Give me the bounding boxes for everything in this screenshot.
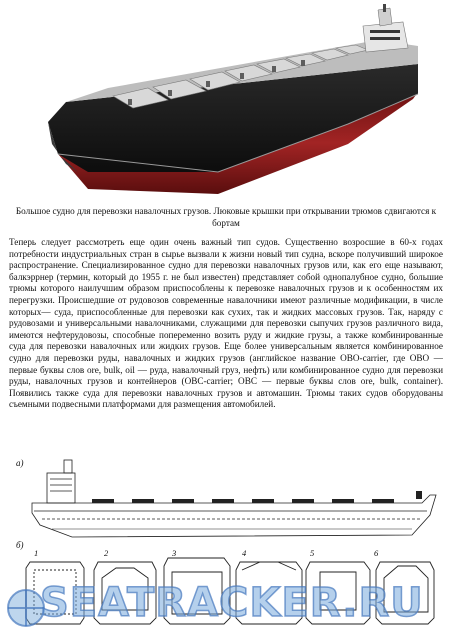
section-number-6: 6 (374, 548, 379, 558)
watermark-text: SEATRACKER.RU (40, 580, 424, 626)
section-number-5: 5 (310, 548, 315, 558)
section-number-2: 2 (104, 548, 109, 558)
section-number-1: 1 (34, 548, 39, 558)
bulk-carrier-photo (18, 4, 434, 204)
ship-profile-drawing (12, 455, 442, 545)
figure-label-a: а) (16, 458, 24, 468)
figure-label-b: б) (16, 540, 24, 550)
photo-caption: Большое судно для перевозки навалочных грузов. Люковые крышки при открывании трюмов сдвигаются к бортам (15, 206, 437, 228)
section-number-4: 4 (242, 548, 247, 558)
section-number-3: 3 (172, 548, 177, 558)
body-paragraph: Теперь следует рассмотреть еще один очень важный тип судов. Существенно возросшие в 60-х годах потребности индустриальных стран в сырье вызвали к жизни новый тип судна, вскоре получивший широкое распространение. Специализированное судно для перевозки навалочных грузов или, как его еще называют, балкэррнер (термин, который до 1955 г. не был известен) представляет собой однопалубное судно, большие трюмы которого наилучшим образом приспособлены к перевозке навалочных грузов и к особенностям их перегрузки. Происшедшие от рудовозов современные навалочники имеют различные модификации, в числе которых— суда, приспособленные для перевозки как сухих, так и жидких массовых грузов. Так, наряду с рудовозами и универсальными навалочниками, служащими для перевозки сыпучих грузов различного вида, имеются нефтерудовозы, способные попеременно возить руду и жидкие грузы, а также комбинированные суда для перевозки навалочных или жидких грузов. Еще более универсальным является комбинированное судно для перевозки руды, навалочных и жидких грузов (английское название OBO-carrier, где OBO — первые буквы слов ore, bulk, oil — руда, навалочный груз, нефть) или комбинированное судно для перевозки руды, навалочных грузов и контейнеров (OBC-carrier; OBC — первые буквы слов ore, bulk, container). Появились также суда для перевозки навалочных грузов и автомашин. Трюмы таких судов оборудованы съемными подвесными платформами для размещения автомобилей. (9, 237, 443, 410)
